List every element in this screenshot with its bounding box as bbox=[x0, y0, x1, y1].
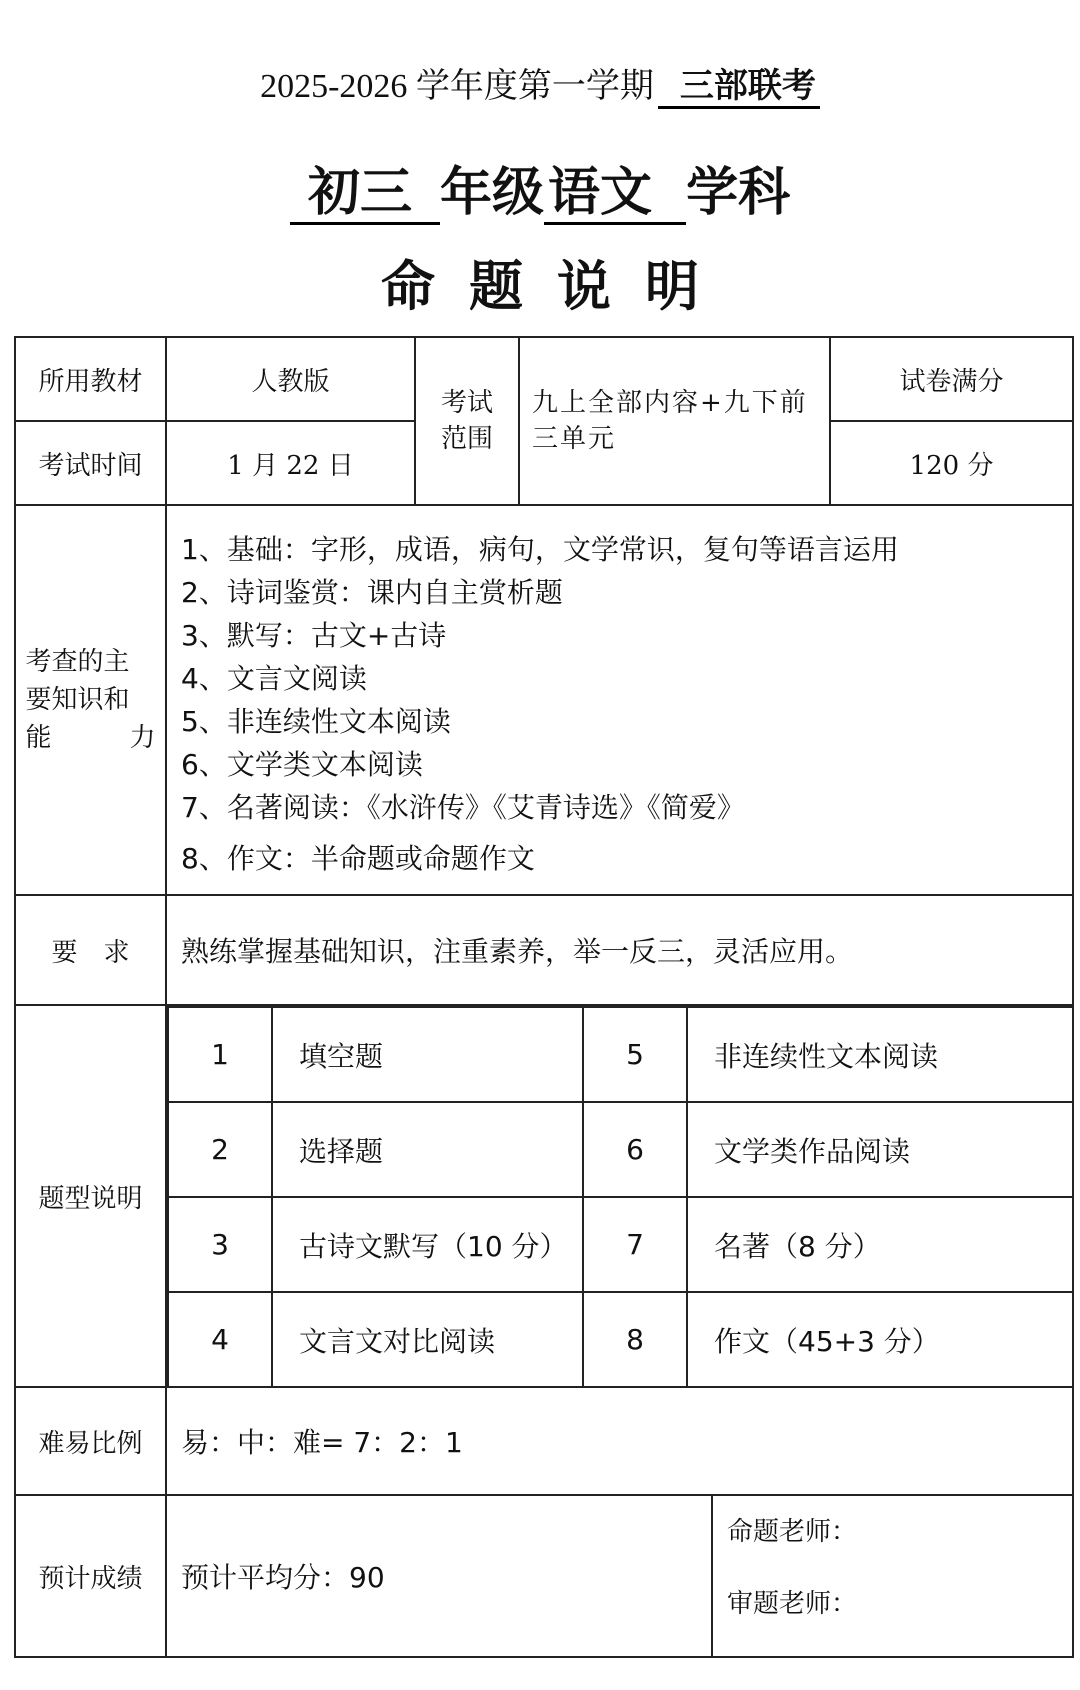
type-number: 6 bbox=[583, 1102, 687, 1197]
requirement-value: 熟练掌握基础知识，注重素养，举一反三，灵活应用。 bbox=[166, 895, 1073, 1005]
exam-spec-table bbox=[14, 336, 1074, 1658]
exam-header-line bbox=[0, 58, 1080, 109]
type-name: 文言文对比阅读 bbox=[272, 1292, 583, 1386]
type-name: 填空题 bbox=[272, 1007, 583, 1102]
type-number: 2 bbox=[168, 1102, 272, 1197]
question-types-table bbox=[167, 1006, 1072, 1386]
document-title: 命题说明 bbox=[381, 255, 733, 318]
type-number: 7 bbox=[583, 1197, 687, 1292]
scope-label: 考试范围 bbox=[415, 337, 519, 505]
table-row bbox=[168, 1292, 1072, 1386]
expected-average: 预计平均分：90 bbox=[167, 1496, 713, 1656]
knowledge-label: 考查的主 要知识和 能 力 bbox=[15, 505, 166, 895]
textbook-value: 人教版 bbox=[166, 337, 415, 421]
type-name: 作文（45+3 分） bbox=[687, 1292, 1072, 1386]
table-row bbox=[15, 1495, 1073, 1657]
table-row bbox=[15, 337, 1073, 421]
subject-field: 语文 bbox=[544, 164, 686, 225]
grade-suffix: 年级 bbox=[440, 162, 545, 223]
type-name: 名著（8 分） bbox=[687, 1197, 1072, 1292]
subject-suffix: 学科 bbox=[686, 162, 791, 223]
grade-subject-line bbox=[0, 150, 1080, 225]
list-item: 8、作文：半命题或命题作文 bbox=[181, 842, 535, 875]
list-item: 2、诗词鉴赏：课内自主赏析题 bbox=[181, 576, 563, 609]
type-name: 非连续性文本阅读 bbox=[687, 1007, 1072, 1102]
table-row bbox=[15, 505, 1073, 895]
teacher-fields bbox=[713, 1496, 1072, 1656]
type-number: 8 bbox=[583, 1292, 687, 1386]
type-name: 选择题 bbox=[272, 1102, 583, 1197]
setter-teacher-label: 命题老师： bbox=[727, 1517, 858, 1547]
grade-field: 初三 bbox=[290, 164, 440, 225]
difficulty-label: 难易比例 bbox=[15, 1387, 166, 1495]
type-number: 3 bbox=[168, 1197, 272, 1292]
list-item: 5、非连续性文本阅读 bbox=[181, 705, 451, 738]
list-item: 7、名著阅读：《水浒传》《艾青诗选》《简爱》 bbox=[181, 791, 745, 824]
list-item: 6、文学类文本阅读 bbox=[181, 748, 423, 781]
exam-time-value: 1 月 22 日 bbox=[166, 421, 415, 505]
list-item: 3、默写：古文+古诗 bbox=[181, 619, 447, 652]
knowledge-list bbox=[166, 505, 1073, 895]
full-score-label: 试卷满分 bbox=[830, 337, 1073, 421]
textbook-label: 所用教材 bbox=[15, 337, 166, 421]
table-row bbox=[15, 1387, 1073, 1495]
exam-name: 三部联考 bbox=[658, 66, 820, 109]
table-row bbox=[168, 1197, 1072, 1292]
reviewer-teacher-label: 审题老师： bbox=[727, 1589, 858, 1619]
requirement-label: 要求 bbox=[15, 895, 166, 1005]
list-item: 4、文言文阅读 bbox=[181, 662, 367, 695]
question-types-cell bbox=[166, 1005, 1073, 1387]
scope-value: 九上全部内容+九下前三单元 bbox=[519, 337, 830, 505]
list-item: 1、基础：字形，成语，病句，文学常识，复句等语言运用 bbox=[181, 533, 899, 566]
table-row bbox=[168, 1102, 1072, 1197]
table-row bbox=[15, 1005, 1073, 1387]
type-name: 古诗文默写（10 分） bbox=[272, 1197, 583, 1292]
table-row bbox=[15, 895, 1073, 1005]
term-text: 2025-2026 学年度第一学期 bbox=[260, 68, 654, 105]
type-number: 5 bbox=[583, 1007, 687, 1102]
question-types-label: 题型说明 bbox=[15, 1005, 166, 1387]
exam-time-label: 考试时间 bbox=[15, 421, 166, 505]
type-name: 文学类作品阅读 bbox=[687, 1102, 1072, 1197]
table-row bbox=[168, 1007, 1072, 1102]
type-number: 4 bbox=[168, 1292, 272, 1386]
difficulty-value: 易：中：难= 7：2：1 bbox=[166, 1387, 1073, 1495]
full-score-value: 120 分 bbox=[830, 421, 1073, 505]
expected-score-cell bbox=[166, 1495, 1073, 1657]
type-number: 1 bbox=[168, 1007, 272, 1102]
expected-score-label: 预计成绩 bbox=[15, 1495, 166, 1657]
